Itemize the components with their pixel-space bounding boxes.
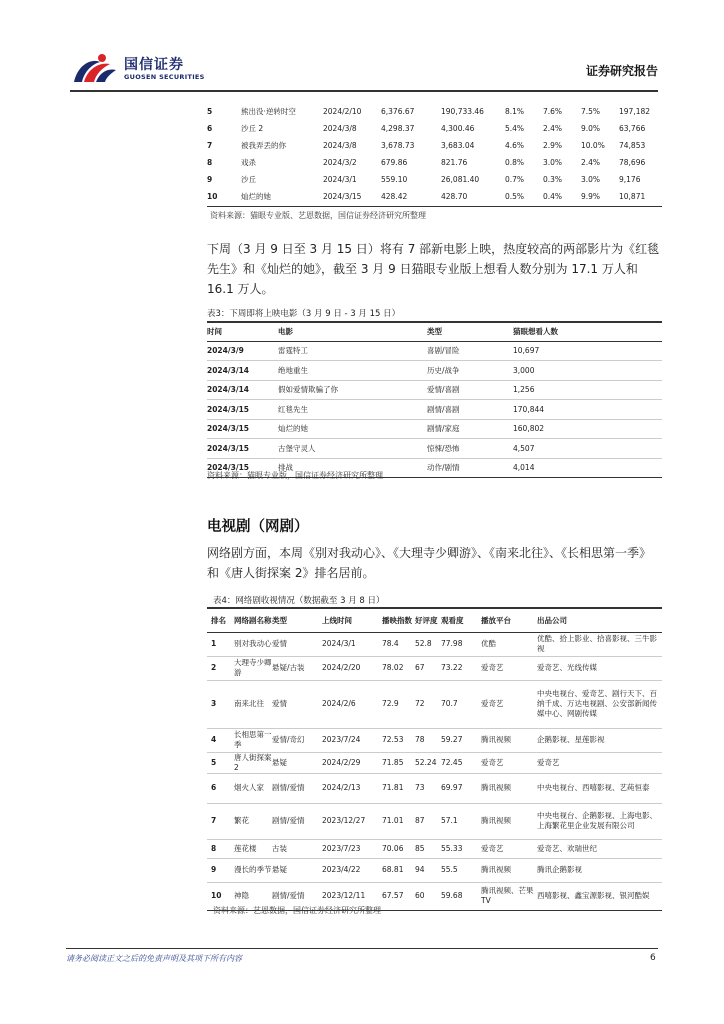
- value-cell: 71.85: [382, 757, 404, 767]
- date-cell: 2023/4/22: [322, 865, 361, 874]
- value-cell: 428.42: [381, 192, 408, 201]
- genre-cell: 爱情/喜剧: [427, 385, 460, 395]
- genre-cell: 动作/剧情: [427, 463, 460, 473]
- table-row: [207, 839, 662, 858]
- title-cell: 漫长的季节: [234, 865, 272, 874]
- movie-cell: 排战: [278, 463, 293, 473]
- producer-cell: 爱奇艺: [537, 757, 560, 767]
- title-cell: 沙丘: [241, 175, 256, 184]
- table2-caption: 表3：下周即将上映电影（3 月 9 日 - 3 月 15 日）: [207, 309, 401, 319]
- value-cell: 559.10: [381, 175, 408, 184]
- value-cell: 60: [415, 891, 425, 900]
- genre-cell: 剧情/爱情: [272, 891, 305, 900]
- value-cell: 57.1: [441, 816, 458, 825]
- value-cell: 9,176: [619, 175, 641, 184]
- table-row: [207, 858, 662, 882]
- value-cell: 55.33: [441, 843, 463, 853]
- movie-cell: 灿烂的她: [278, 424, 308, 434]
- table1-bottom-rule: [207, 206, 662, 207]
- value-cell: 74,853: [619, 141, 646, 150]
- section-title: 电视剧（网剧）: [207, 519, 309, 535]
- date-cell: 2024/2/29: [322, 757, 361, 767]
- table-row: [207, 341, 662, 361]
- value-cell: 3.0%: [543, 158, 563, 167]
- header-release-date: 上线时间: [322, 615, 352, 625]
- table-row: [207, 171, 662, 188]
- date-cell: 2023/12/11: [322, 891, 366, 900]
- producer-cell: 爱奇艺、欢瑞世纪: [537, 843, 597, 853]
- title-cell: 繁花: [234, 816, 249, 825]
- count-cell: 3,000: [513, 365, 535, 375]
- table-row: [207, 752, 662, 773]
- value-cell: 55.5: [441, 865, 458, 874]
- value-cell: 2.4%: [581, 158, 601, 167]
- body-paragraph: 网络剧方面，本周《别对我动心》、《大理寺少卿游》、《南来北往》、《长相思第一季》和《唐人街探案 2》排名居前。: [207, 546, 652, 580]
- report-title: 证券研究报告: [585, 64, 658, 78]
- date-cell: 2024/3/1: [322, 639, 356, 648]
- value-cell: 0.7%: [505, 175, 525, 184]
- value-cell: 73: [415, 783, 425, 792]
- platform-cell: 爱奇艺: [481, 663, 504, 672]
- genre-cell: 悬疑/古装: [272, 663, 305, 672]
- value-cell: 6,376.67: [381, 107, 415, 116]
- count-cell: 160,802: [513, 424, 545, 434]
- table-row: [207, 656, 662, 680]
- movie-cell: 红毯先生: [278, 404, 308, 414]
- value-cell: 9.9%: [581, 192, 601, 201]
- platform-cell: 爱奇艺: [481, 843, 504, 853]
- value-cell: 26,081.40: [441, 175, 480, 184]
- table-row: [207, 154, 662, 171]
- date-cell: 2024/2/6: [322, 699, 356, 708]
- table1-source: 资料来源：猫眼专业版、艺恩数据，国信证券经济研究所整理: [210, 211, 426, 220]
- value-cell: 428.70: [441, 192, 468, 201]
- table-row: [207, 120, 662, 137]
- value-cell: 73.22: [441, 663, 463, 672]
- genre-cell: 爱情/奇幻: [272, 735, 305, 744]
- guosen-logo: [70, 52, 240, 88]
- title-cell: 莲花楼: [234, 843, 257, 853]
- movie-cell: 假如爱情欺骗了你: [278, 385, 338, 395]
- value-cell: 821.76: [441, 158, 468, 167]
- upcoming-movies-table: [207, 323, 662, 478]
- platform-cell: 腾讯视频: [481, 783, 511, 792]
- rank-cell: 10: [207, 192, 218, 201]
- date-cell: 2024/3/15: [323, 192, 362, 201]
- producer-cell: 中央电视台、西嘻影视、艺莼恒泰: [537, 783, 650, 792]
- value-cell: 69.97: [441, 783, 463, 792]
- table-row: [207, 380, 662, 400]
- count-cell: 10,697: [513, 346, 540, 356]
- genre-cell: 爱情: [272, 639, 287, 648]
- table-row: [207, 773, 662, 803]
- value-cell: 68.81: [382, 865, 404, 874]
- value-cell: 85: [415, 843, 425, 853]
- value-cell: 4,298.37: [381, 124, 415, 133]
- value-cell: 10,871: [619, 192, 646, 201]
- value-cell: 10.0%: [581, 141, 605, 150]
- date-cell: 2024/2/13: [322, 783, 361, 792]
- value-cell: 0.4%: [543, 192, 563, 201]
- value-cell: 78.02: [382, 663, 404, 672]
- header-divider: [70, 90, 658, 92]
- value-cell: 0.5%: [505, 192, 525, 201]
- date-cell: 2024/2/20: [322, 663, 361, 672]
- genre-cell: 剧情/喜剧: [427, 404, 460, 414]
- producer-cell: 优酷、拾上影业、拾喜影视、三牛影视: [537, 634, 657, 653]
- date-cell: 2024/3/8: [323, 124, 357, 133]
- rank-cell: 6: [207, 124, 213, 133]
- body-paragraph: 下周（3 月 9 日至 3 月 15 日）将有 7 部新电影上映，热度较高的两部影片为《红毯先生》和《灿烂的她》，截至 3 月 9 日猫眼专业版上想看人数分别为 17.1 万人和 16.1 万人。: [207, 242, 660, 296]
- value-cell: 78: [415, 735, 425, 744]
- genre-cell: 喜剧/冒险: [427, 346, 460, 356]
- rank-cell: 8: [207, 158, 213, 167]
- date-cell: 2024/3/15: [207, 424, 250, 434]
- rank-cell: 10: [211, 891, 222, 900]
- value-cell: 4.6%: [505, 141, 525, 150]
- table-header-row: [207, 323, 662, 341]
- value-cell: 77.98: [441, 639, 463, 648]
- rank-cell: 7: [207, 141, 213, 150]
- header-rating: 好评度: [415, 615, 438, 625]
- value-cell: 70.06: [382, 843, 404, 853]
- value-cell: 52.8: [415, 639, 432, 648]
- date-cell: 2024/3/15: [207, 463, 250, 473]
- producer-cell: 企鹅影视、星莲影视: [537, 735, 605, 744]
- date-cell: 2024/3/8: [323, 141, 357, 150]
- value-cell: 70.7: [441, 699, 458, 708]
- value-cell: 59.68: [441, 891, 463, 900]
- guosen-logo-icon: [70, 52, 120, 86]
- value-cell: 52.24: [415, 757, 437, 767]
- header-movie: 电影: [278, 327, 293, 337]
- header-title: 网络剧名称: [234, 615, 272, 625]
- genre-cell: 剧情/爱情: [272, 783, 305, 792]
- value-cell: 72.9: [382, 699, 399, 708]
- date-cell: 2023/7/24: [322, 735, 361, 744]
- value-cell: 71.01: [382, 816, 404, 825]
- table3-caption: 表4：网络剧收视情况（数据截至 3 月 8 日）: [213, 596, 385, 606]
- title-cell: 唐人街探案2: [234, 752, 272, 772]
- movie-cell: 古堡守灵人: [278, 443, 316, 453]
- rank-cell: 7: [211, 816, 217, 825]
- genre-cell: 悬疑: [272, 757, 287, 767]
- rank-cell: 6: [211, 783, 217, 792]
- value-cell: 2.4%: [543, 124, 563, 133]
- date-cell: 2024/3/9: [207, 346, 244, 356]
- value-cell: 0.3%: [543, 175, 563, 184]
- platform-cell: 优酷: [481, 639, 496, 648]
- page-number: 6: [650, 953, 656, 963]
- platform-cell: 腾讯视频: [481, 865, 511, 874]
- platform-cell: 腾讯视频、芒果 TV: [481, 886, 534, 905]
- box-office-table: [207, 103, 662, 205]
- genre-cell: 剧情/家庭: [427, 424, 460, 434]
- platform-cell: 腾讯视频: [481, 816, 511, 825]
- genre-cell: 历史/战争: [427, 365, 460, 375]
- title-cell: 灿烂的她: [241, 192, 271, 201]
- count-cell: 1,256: [513, 385, 535, 395]
- count-cell: 4,507: [513, 443, 535, 453]
- producer-cell: 爱奇艺、光线传媒: [537, 663, 597, 672]
- rank-cell: 8: [211, 843, 217, 853]
- value-cell: 3,678.73: [381, 141, 415, 150]
- table-header-row: [207, 609, 662, 632]
- rank-cell: 1: [211, 639, 217, 648]
- date-cell: 2023/12/27: [322, 816, 366, 825]
- date-cell: 2024/3/2: [323, 158, 357, 167]
- genre-cell: 古装: [272, 843, 287, 853]
- table-row: [207, 400, 662, 420]
- value-cell: 7.6%: [543, 107, 563, 116]
- rank-cell: 9: [207, 175, 213, 184]
- logo-name-en: GUOSEN SECURITIES: [124, 73, 205, 81]
- value-cell: 3,683.04: [441, 141, 475, 150]
- table2-source: 资料来源：猫眼专业版，国信证券经济研究所整理: [207, 471, 383, 480]
- value-cell: 78,696: [619, 158, 646, 167]
- rank-cell: 2: [211, 663, 217, 672]
- title-cell: 大理寺少卿游: [234, 658, 272, 677]
- title-cell: 戏杀: [241, 158, 256, 167]
- value-cell: 3.0%: [581, 175, 601, 184]
- value-cell: 190,733.46: [441, 107, 484, 116]
- table-row: [207, 728, 662, 752]
- header-date: 时间: [207, 327, 222, 337]
- header-viewership: 观看度: [441, 615, 464, 625]
- value-cell: 78.4: [382, 639, 399, 648]
- platform-cell: 爱奇艺: [481, 757, 504, 767]
- rank-cell: 5: [211, 757, 217, 767]
- value-cell: 197,182: [619, 107, 651, 116]
- value-cell: 8.1%: [505, 107, 525, 116]
- page-header: [70, 48, 658, 88]
- producer-cell: 西嘻影视、鑫宝源影视、银河酷娱: [537, 891, 650, 900]
- table-row: [207, 188, 662, 205]
- table-row: [207, 103, 662, 120]
- date-cell: 2024/3/14: [207, 365, 250, 375]
- title-cell: 神隐: [234, 891, 249, 900]
- genre-cell: 悬疑: [272, 865, 287, 874]
- table-row: [207, 803, 662, 839]
- title-cell: 熊出没·逆转时空: [241, 107, 296, 116]
- header-rank: 排名: [211, 615, 226, 625]
- movie-cell: 雷霆特工: [278, 346, 308, 356]
- value-cell: 2.9%: [543, 141, 563, 150]
- title-cell: 沙丘 2: [241, 124, 264, 133]
- platform-cell: 爱奇艺: [481, 699, 504, 708]
- header-broadcast-index: 播映指数: [382, 615, 412, 625]
- rank-cell: 9: [211, 865, 217, 874]
- producer-cell: 中央电视台、企鹅影视、上海电影、上海繁花里企业发展有限公司: [537, 811, 657, 830]
- genre-cell: 惊悚/恐怖: [427, 443, 460, 453]
- value-cell: 72.53: [382, 735, 404, 744]
- value-cell: 0.8%: [505, 158, 525, 167]
- date-cell: 2024/3/15: [207, 443, 250, 453]
- title-cell: 被我弄丢的你: [241, 141, 286, 150]
- date-cell: 2024/3/1: [323, 175, 357, 184]
- movie-cell: 绝地重生: [278, 365, 308, 375]
- header-producer: 出品公司: [537, 615, 567, 625]
- value-cell: 72.45: [441, 757, 463, 767]
- value-cell: 5.4%: [505, 124, 525, 133]
- table-row: [207, 361, 662, 381]
- table-row: [207, 632, 662, 656]
- title-cell: 烟火人家: [234, 783, 264, 792]
- table-row: [207, 439, 662, 459]
- value-cell: 67: [415, 663, 425, 672]
- title-cell: 别对我动心: [234, 639, 272, 648]
- value-cell: 87: [415, 816, 425, 825]
- rank-cell: 3: [211, 699, 217, 708]
- value-cell: 67.57: [382, 891, 404, 900]
- web-series-table: [207, 609, 662, 911]
- platform-cell: 腾讯视频: [481, 735, 511, 744]
- table-row: [207, 419, 662, 439]
- value-cell: 679.86: [381, 158, 408, 167]
- table-row: [207, 680, 662, 728]
- table-row: [207, 137, 662, 154]
- value-cell: 94: [415, 865, 425, 874]
- date-cell: 2024/2/10: [323, 107, 362, 116]
- value-cell: 72: [415, 699, 425, 708]
- logo-name-cn: 国信证券: [124, 57, 184, 73]
- count-cell: 170,844: [513, 404, 545, 414]
- footer-divider: [66, 948, 658, 949]
- disclaimer-note: 请务必阅读正文之后的免责声明及其项下所有内容: [66, 954, 242, 963]
- title-cell: 长相思第一季: [234, 730, 272, 749]
- date-cell: 2024/3/14: [207, 385, 250, 395]
- rank-cell: 4: [211, 735, 217, 744]
- value-cell: 7.5%: [581, 107, 601, 116]
- genre-cell: 剧情/爱情: [272, 816, 305, 825]
- date-cell: 2023/7/23: [322, 843, 361, 853]
- value-cell: 71.81: [382, 783, 404, 792]
- producer-cell: 腾讯企鹅影视: [537, 865, 582, 874]
- header-want-to-see: 猫眼想看人数: [513, 327, 558, 337]
- title-cell: 南来北往: [234, 699, 264, 708]
- value-cell: 59.27: [441, 735, 463, 744]
- producer-cell: 中央电视台、爱奇艺、剧行天下、百纳千成、万达电视剧、公安部新闻传媒中心、网剧传媒: [537, 689, 657, 718]
- count-cell: 4,014: [513, 463, 535, 473]
- date-cell: 2024/3/15: [207, 404, 250, 414]
- header-genre: 类型: [272, 615, 287, 625]
- value-cell: 9.0%: [581, 124, 601, 133]
- value-cell: 4,300.46: [441, 124, 475, 133]
- value-cell: 63,766: [619, 124, 646, 133]
- table3-source: 资料来源：艺恩数据，国信证券经济研究所整理: [213, 906, 381, 915]
- rank-cell: 5: [207, 107, 213, 116]
- header-platform: 播放平台: [481, 615, 511, 625]
- genre-cell: 爱情: [272, 699, 287, 708]
- header-genre: 类型: [427, 327, 442, 337]
